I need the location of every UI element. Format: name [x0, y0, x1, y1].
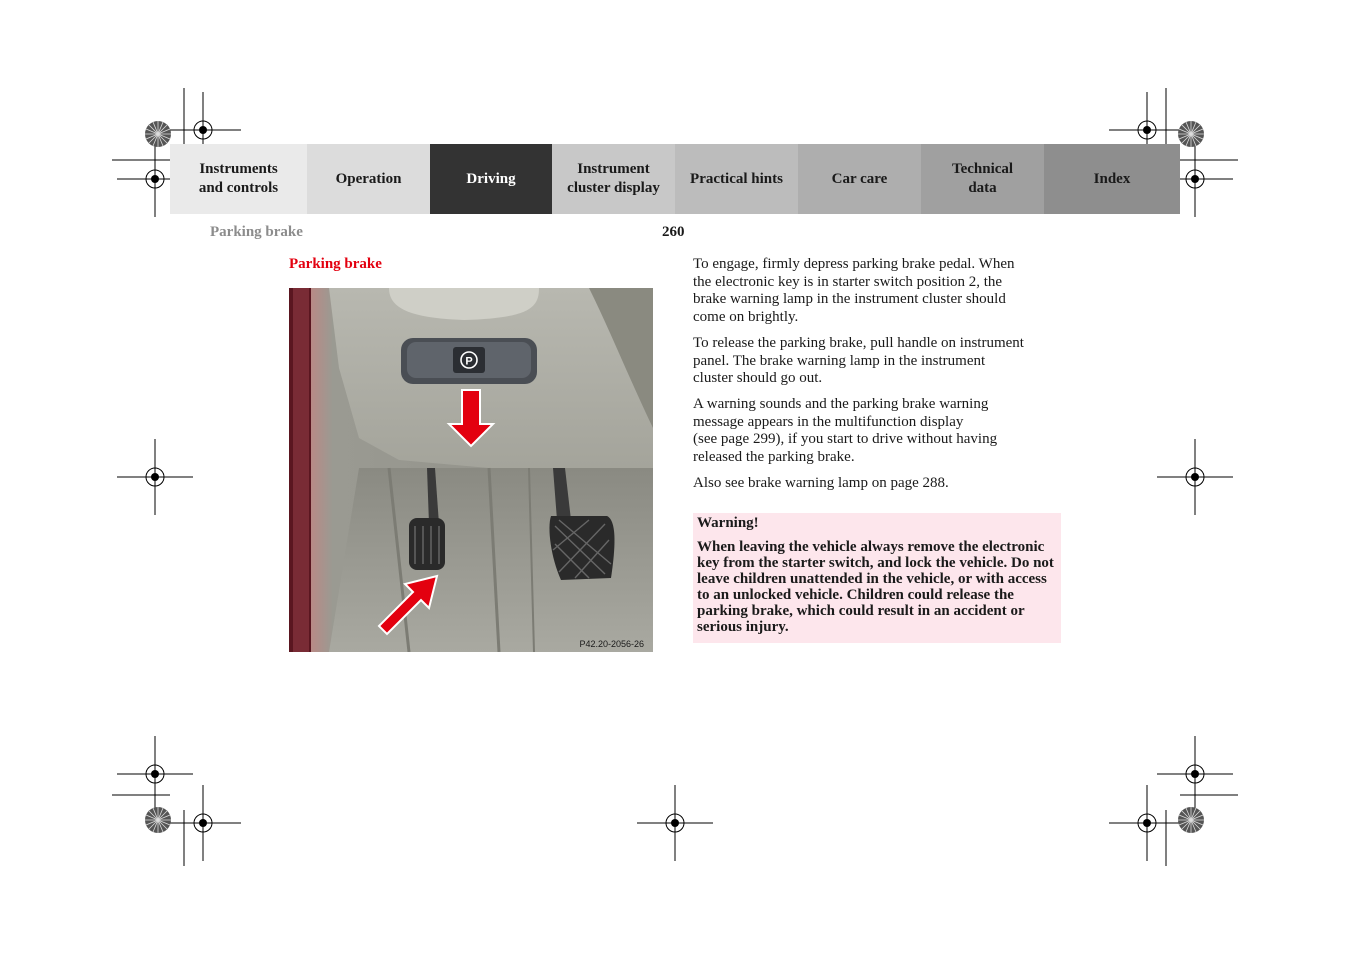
- tab-index[interactable]: Index: [1044, 144, 1180, 214]
- paragraph-release: To release the parking brake, pull handle on instrument panel. The brake warning lamp in the instrument cluster should go out.: [693, 334, 1024, 387]
- section-title: Parking brake: [289, 256, 382, 272]
- tab-car-care[interactable]: Car care: [798, 144, 921, 214]
- paragraph-see-also: Also see brake warning lamp on page 288.: [693, 474, 949, 491]
- page-number: 260: [662, 224, 685, 240]
- tab-technical-data[interactable]: Technical data: [921, 144, 1044, 214]
- warning-text: When leaving the vehicle always remove the electronic key from the starter switch, and lock the vehicle. Do not leave children unattended in the vehicle, or with access to an unlocked vehicle. Children could release the parking brake, which could result in an accident or serious injury.: [697, 539, 1054, 635]
- body-text: [693, 256, 1065, 500]
- figure-code: P42.20-2056-26: [579, 639, 644, 649]
- tab-operation[interactable]: Operation: [307, 144, 430, 214]
- warning-box: [693, 513, 1061, 643]
- running-head: Parking brake: [210, 224, 303, 240]
- tab-practical-hints[interactable]: Practical hints: [675, 144, 798, 214]
- warning-title: Warning!: [697, 515, 759, 531]
- tab-instruments-and-controls[interactable]: Instruments and controls: [170, 144, 307, 214]
- tab-instrument-cluster-display[interactable]: Instrument cluster display: [552, 144, 675, 214]
- paragraph-warning-sound: A warning sounds and the parking brake warning message appears in the multifunction display (see page 299), if you start to drive without having released the parking brake.: [693, 395, 998, 466]
- chapter-navigation: [170, 144, 1180, 214]
- tab-driving[interactable]: Driving: [430, 144, 552, 214]
- svg-text:P: P: [465, 355, 473, 368]
- parking-brake-illustration: [289, 288, 653, 652]
- paragraph-engage: To engage, firmly depress parking brake pedal. When the electronic key is in starter switch position 2, the brake warning lamp in the instrument cluster should come on brightly.: [693, 256, 1015, 326]
